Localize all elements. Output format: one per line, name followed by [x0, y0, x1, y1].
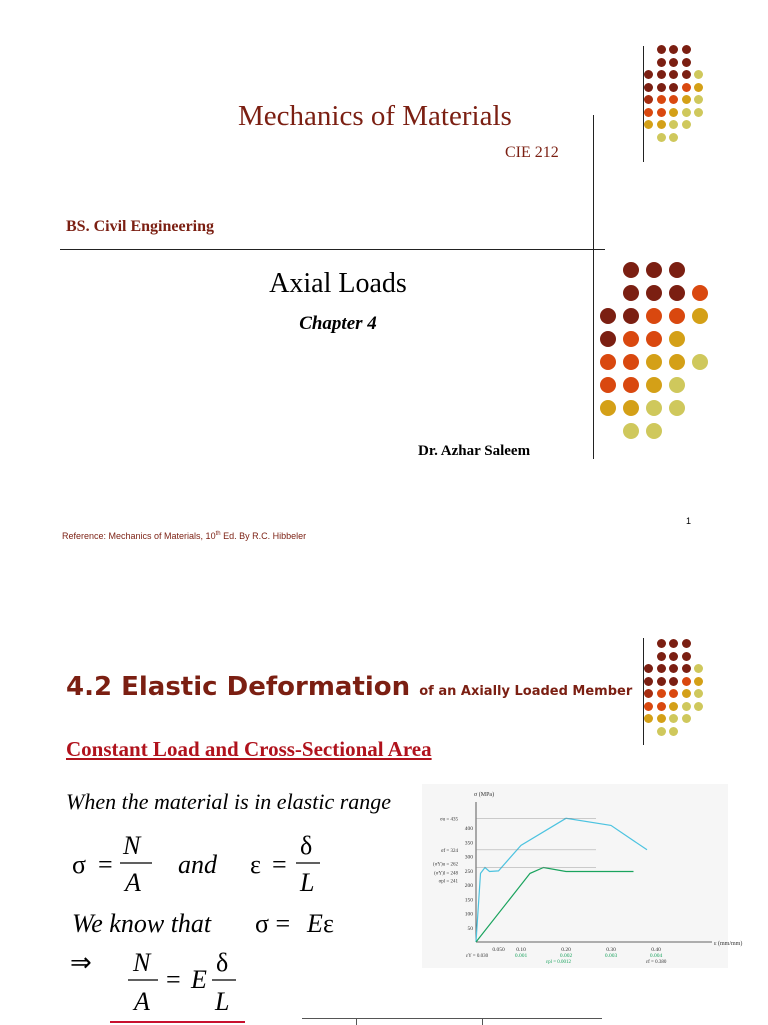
annotation-label: εY = 0.030: [466, 954, 489, 959]
decorative-dot: [682, 70, 691, 79]
decorative-dot: [657, 58, 666, 67]
decorative-dot: [646, 262, 662, 278]
decorative-dot: [682, 677, 691, 686]
x-axis-label: ε (mm/mm): [714, 941, 743, 947]
sigma-symbol: σ: [72, 850, 87, 879]
svg-text:⇒: ⇒: [70, 948, 92, 977]
svg-text:N: N: [123, 831, 141, 860]
decorative-dot: [682, 639, 691, 648]
x-tick-label: 0.10: [516, 947, 526, 953]
text-line-elastic-range: When the material is in elastic range: [66, 789, 392, 814]
decorative-dot: [644, 83, 653, 92]
stress-strain-chart: [422, 784, 743, 968]
decorative-dot: [657, 133, 666, 142]
decorative-dot: [669, 714, 678, 723]
decorative-dot: [657, 702, 666, 711]
decorative-dot: [646, 377, 662, 393]
x-tick-label-small-strain: 0.002: [559, 953, 573, 959]
svg-text:=: =: [98, 850, 113, 879]
decorative-dot: [657, 727, 666, 736]
decorative-dot: [669, 727, 678, 736]
decorative-dot: [669, 308, 685, 324]
svg-text:ε: ε: [323, 909, 334, 938]
y-axis-label: σ (MPa): [474, 792, 495, 798]
svg-text:N: N: [133, 948, 151, 977]
divider-vertical-slide2: [643, 638, 644, 745]
y-tick-label: 350: [464, 840, 473, 847]
decorative-dot: [646, 308, 662, 324]
annotation-label: σpl = 241: [438, 879, 458, 885]
decorative-dot: [692, 354, 708, 370]
svg-text:E: E: [191, 965, 207, 994]
decorative-dot: [669, 70, 678, 79]
svg-text:σ =: σ =: [255, 909, 291, 938]
decorative-dot: [623, 308, 639, 324]
reference-note: Reference: Mechanics of Materials, 10th Ed. By R.C. Hibbeler: [62, 531, 307, 541]
course-code: CIE 212: [505, 144, 559, 161]
decorative-dot: [669, 689, 678, 698]
chapter-label: Chapter 4: [299, 313, 377, 334]
decorative-dot: [694, 689, 703, 698]
decorative-dot: [623, 285, 639, 301]
decorative-dot: [657, 83, 666, 92]
decorative-dot: [694, 664, 703, 673]
decorative-dot: [657, 664, 666, 673]
decorative-dot: [682, 652, 691, 661]
decorative-dot: [669, 45, 678, 54]
decorative-dot: [682, 664, 691, 673]
decorative-dot: [682, 702, 691, 711]
decorative-dot: [682, 83, 691, 92]
program-name: BS. Civil Engineering: [66, 218, 215, 235]
svg-text:A: A: [125, 868, 141, 897]
decorative-dot: [623, 400, 639, 416]
y-tick-label: 100: [464, 911, 473, 918]
decorative-dot: [669, 664, 678, 673]
decorative-dot: [682, 120, 691, 129]
x-tick-label-small-strain: 0.004: [649, 953, 663, 959]
annotation-label: εpl = 0.0012: [546, 960, 572, 965]
decorative-dot: [694, 70, 703, 79]
page-number: 1: [686, 516, 692, 526]
svg-text:L: L: [215, 987, 230, 1016]
decorative-dot: [600, 400, 616, 416]
y-tick-label: 50: [467, 925, 473, 932]
svg-text:ε: ε: [250, 850, 261, 879]
x-tick-label: 0.30: [606, 947, 616, 953]
y-tick-label: 200: [464, 883, 473, 890]
svg-text:L: L: [300, 868, 315, 897]
equations: [60, 828, 430, 1024]
decorative-dot: [669, 83, 678, 92]
decorative-dot: [623, 423, 639, 439]
annotation-label: σf = 324: [440, 848, 458, 854]
annotation-label: εf = 0.380: [646, 960, 667, 965]
decorative-dot: [682, 689, 691, 698]
decorative-dot: [682, 45, 691, 54]
decorative-dot: [600, 354, 616, 370]
decorative-dot: [657, 689, 666, 698]
decorative-dot: [669, 285, 685, 301]
decorative-dot: [669, 262, 685, 278]
series-line-large-strain: [476, 818, 647, 942]
decorative-dot: [644, 95, 653, 104]
annotation-label: (σY)l = 248: [434, 871, 458, 877]
decorative-dot: [669, 652, 678, 661]
decorative-dot: [657, 714, 666, 723]
decorative-dot: [623, 262, 639, 278]
svg-text:δ: δ: [216, 948, 229, 977]
x-tick-label: 0.050: [492, 947, 505, 953]
annotation-label: σu = 435: [439, 817, 458, 823]
decorative-dot: [694, 677, 703, 686]
svg-text:=: =: [272, 850, 287, 879]
decorative-dot: [694, 108, 703, 117]
x-tick-label-small-strain: 0.003: [604, 953, 618, 959]
x-tick-label: 0.20: [561, 947, 571, 953]
decorative-dot: [694, 95, 703, 104]
author-name: Dr. Azhar Saleem: [418, 443, 531, 459]
decorative-dot: [646, 423, 662, 439]
decorative-dot: [657, 652, 666, 661]
decorative-dot: [657, 108, 666, 117]
decorative-dot: [657, 95, 666, 104]
decorative-dot: [669, 354, 685, 370]
section-title: 4.2 Elastic Deformation of an Axially Loaded Member: [66, 672, 633, 702]
topic-title: Axial Loads: [269, 268, 407, 299]
decorative-dot: [644, 70, 653, 79]
decorative-dot: [657, 70, 666, 79]
x-tick-label-small-strain: 0.001: [514, 953, 528, 959]
decorative-dot: [669, 377, 685, 393]
decorative-dot: [646, 354, 662, 370]
decorative-dot: [694, 83, 703, 92]
decorative-dot: [692, 285, 708, 301]
decorative-dot: [682, 108, 691, 117]
decorative-dot: [694, 702, 703, 711]
table-top-edge: [302, 1018, 602, 1025]
decorative-dot: [644, 664, 653, 673]
decorative-dot: [669, 331, 685, 347]
decorative-dot: [669, 639, 678, 648]
decorative-dot: [644, 702, 653, 711]
y-tick-label: 400: [464, 826, 473, 833]
decorative-dot: [623, 331, 639, 347]
decorative-dot: [669, 702, 678, 711]
decorative-dot: [644, 677, 653, 686]
divider-horizontal: [60, 249, 605, 250]
svg-text:A: A: [134, 987, 150, 1016]
annotation-label: (σY)u = 262: [433, 862, 458, 868]
decorative-dot: [657, 45, 666, 54]
decorative-dot: [600, 377, 616, 393]
decorative-dot: [646, 400, 662, 416]
decorative-dot: [669, 108, 678, 117]
decorative-dot: [669, 677, 678, 686]
decorative-dot: [657, 639, 666, 648]
decorative-dot: [623, 377, 639, 393]
decorative-dot: [669, 120, 678, 129]
decorative-dot: [692, 308, 708, 324]
decorative-dot: [682, 95, 691, 104]
decorative-dot: [682, 58, 691, 67]
decorative-dot: [646, 285, 662, 301]
decorative-dot: [669, 400, 685, 416]
svg-text:δ: δ: [300, 831, 313, 860]
decorative-dot: [600, 308, 616, 324]
decorative-dot: [682, 714, 691, 723]
we-know-text: We know that: [72, 909, 212, 938]
and-word: and: [178, 850, 217, 879]
y-tick-label: 300: [464, 854, 473, 861]
decorative-dot: [644, 714, 653, 723]
decorative-dot: [644, 108, 653, 117]
y-tick-label: 150: [464, 897, 473, 904]
svg-text:=: =: [166, 965, 181, 994]
decorative-dot: [644, 689, 653, 698]
decorative-dot: [669, 95, 678, 104]
svg-text:E: E: [307, 909, 323, 938]
decorative-dot: [669, 58, 678, 67]
decorative-dot: [669, 133, 678, 142]
decorative-dot: [623, 354, 639, 370]
decorative-dot: [644, 120, 653, 129]
decorative-dot: [657, 677, 666, 686]
slide-title: Mechanics of Materials: [238, 100, 512, 132]
x-tick-label: 0.40: [651, 947, 661, 953]
decorative-dot: [600, 331, 616, 347]
divider-vertical-top: [643, 46, 644, 162]
y-tick-label: 250: [464, 868, 473, 875]
series-line-small-strain: [476, 868, 634, 943]
decorative-dot: [646, 331, 662, 347]
subsection-heading: Constant Load and Cross-Sectional Area: [66, 737, 432, 761]
decorative-dot: [657, 120, 666, 129]
